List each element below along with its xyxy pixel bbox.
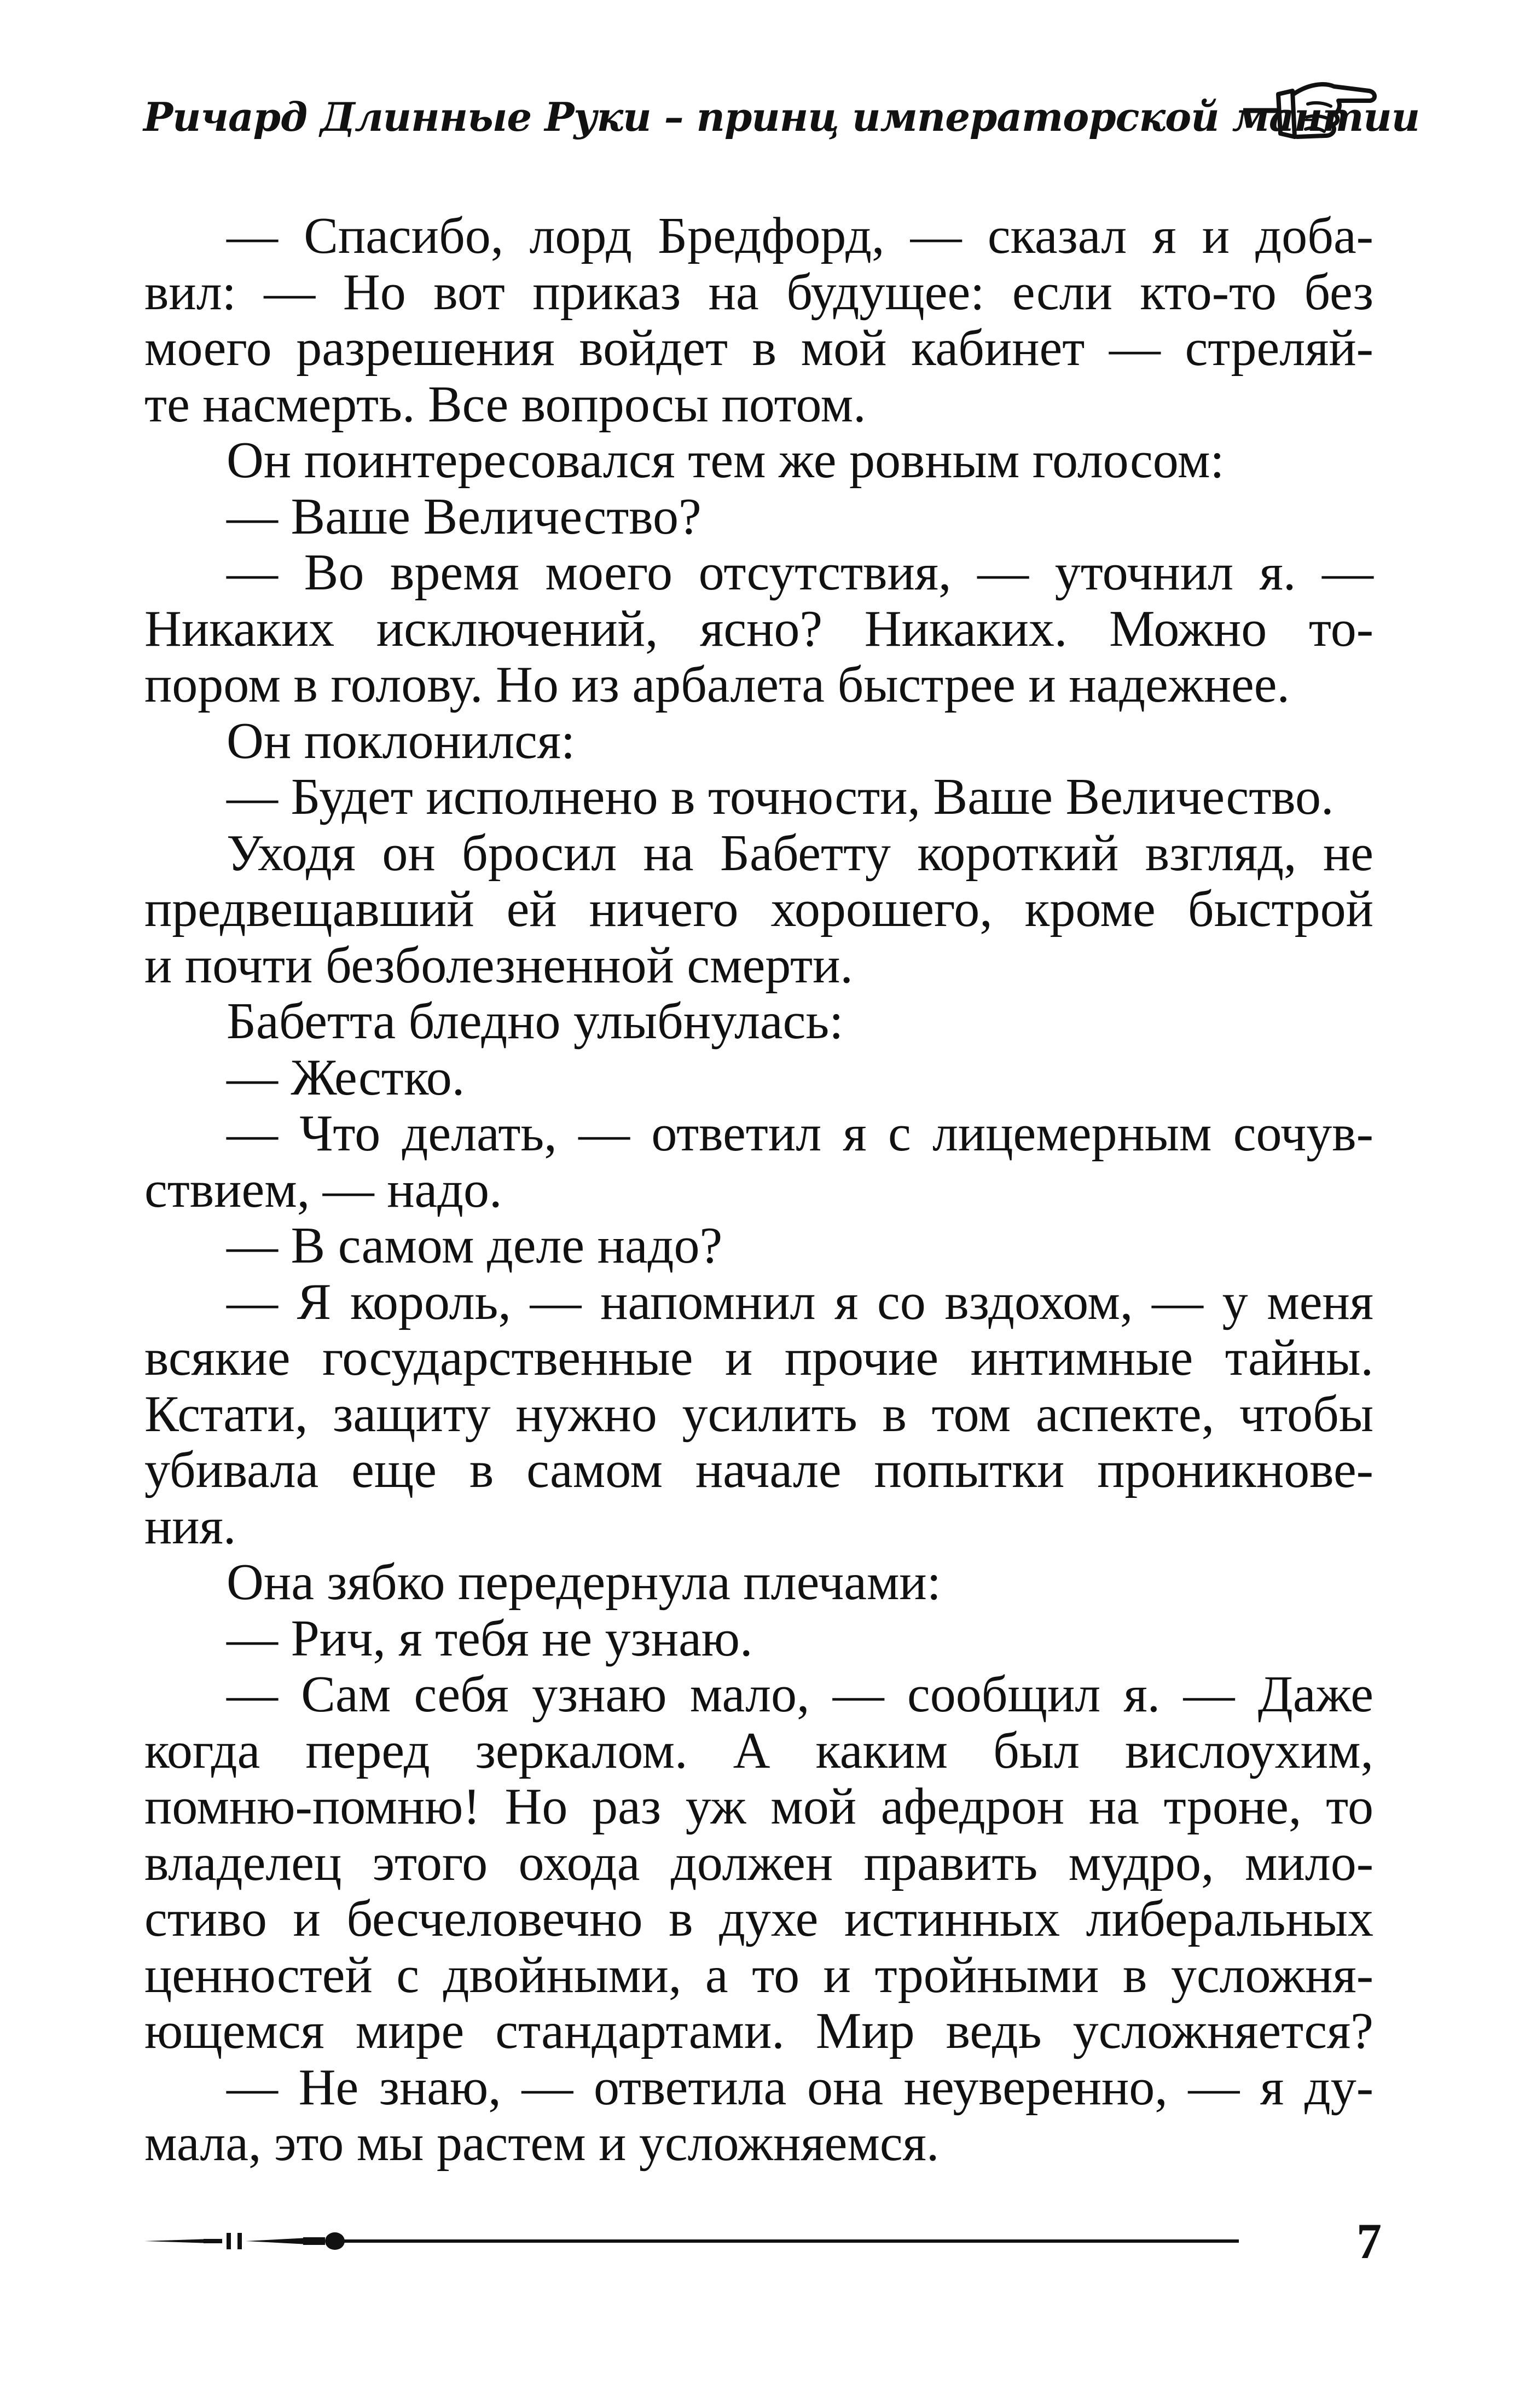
running-header	[143, 81, 1420, 152]
text-line: стиво и бесчеловечно в духе истинных либеральных	[144, 1890, 1373, 1947]
text-line: моего разрешения войдет в мой кабинет — стреляй-	[144, 320, 1373, 377]
text-line: — Во время моего отсутствия, — уточнил я. —	[227, 544, 1373, 601]
text-line: пором в голову. Но из арбалета быстрее и надежнее.	[144, 656, 1290, 713]
text-line: Уходя он бросил на Бабетту короткий взгляд, не	[227, 824, 1373, 882]
pointing-hand-icon	[1242, 60, 1379, 159]
text-line: Он поинтересовался тем же ровным голосом:	[227, 432, 1225, 489]
text-line: владелец этого охода должен править мудро, мило-	[144, 1834, 1373, 1891]
text-line: Он поклонился:	[227, 712, 576, 769]
text-line: — Рич, я тебя не узнаю.	[227, 1610, 753, 1667]
text-line: ющемся мире стандартами. Мир ведь усложняется?	[144, 2002, 1373, 2059]
body-text	[144, 208, 1373, 2172]
text-line: — Будет исполнено в точности, Ваше Величество.	[227, 768, 1334, 825]
text-line: — Я король, — напомнил я со вздохом, — у меня	[227, 1273, 1373, 1330]
text-line: Она зябко передернула плечами:	[227, 1554, 941, 1611]
text-line: ния.	[144, 1497, 236, 1555]
text-line: предвещавший ей ничего хорошего, кроме быстрой	[144, 881, 1373, 937]
text-line: ценностей с двойными, а то и тройными в усложня-	[144, 1946, 1373, 2004]
text-line: Бабетта бледно улыбнулась:	[227, 993, 844, 1050]
text-line: когда перед зеркалом. А каким был вислоухим,	[144, 1722, 1373, 1779]
text-line: — Спасибо, лорд Бредфорд, — сказал я и доба-	[227, 207, 1373, 264]
text-line: вил: — Но вот приказ на будущее: если кто-то без	[144, 263, 1373, 321]
text-line: ствием, — надо.	[144, 1161, 502, 1218]
text-line: — Не знаю, — ответила она неуверенно, — я ду-	[227, 2058, 1373, 2116]
text-line: всякие государственные и прочие интимные тайны.	[144, 1329, 1373, 1386]
text-line: помню-помню! Но раз уж мой афедрон на троне, то	[144, 1778, 1373, 1835]
text-line: Никаких исключений, ясно? Никаких. Можно то-	[144, 600, 1373, 657]
text-line: — Сам себя узнаю мало, — сообщил я. — Даже	[227, 1666, 1373, 1723]
text-line: и почти безболезненной смерти.	[144, 936, 853, 994]
text-line: — Что делать, — ответил я с лицемерным сочув-	[227, 1105, 1373, 1162]
text-line: те насмерть. Все вопросы потом.	[144, 375, 866, 433]
page-number: 7	[1356, 2213, 1382, 2269]
text-line: — В самом деле надо?	[227, 1217, 723, 1274]
text-line: убивала еще в самом начале попытки проникнове-	[144, 1442, 1373, 1498]
running-title: Ричард Длинные Руки – принц императорской мантии	[143, 93, 1420, 140]
text-line: — Ваше Величество?	[227, 488, 701, 545]
decorative-rule-icon	[144, 2227, 1239, 2255]
text-line: — Жестко.	[227, 1049, 465, 1106]
text-line: мала, это мы растем и усложняемся.	[144, 2115, 940, 2172]
text-line: Кстати, защиту нужно усилить в том аспекте, чтобы	[144, 1385, 1373, 1443]
